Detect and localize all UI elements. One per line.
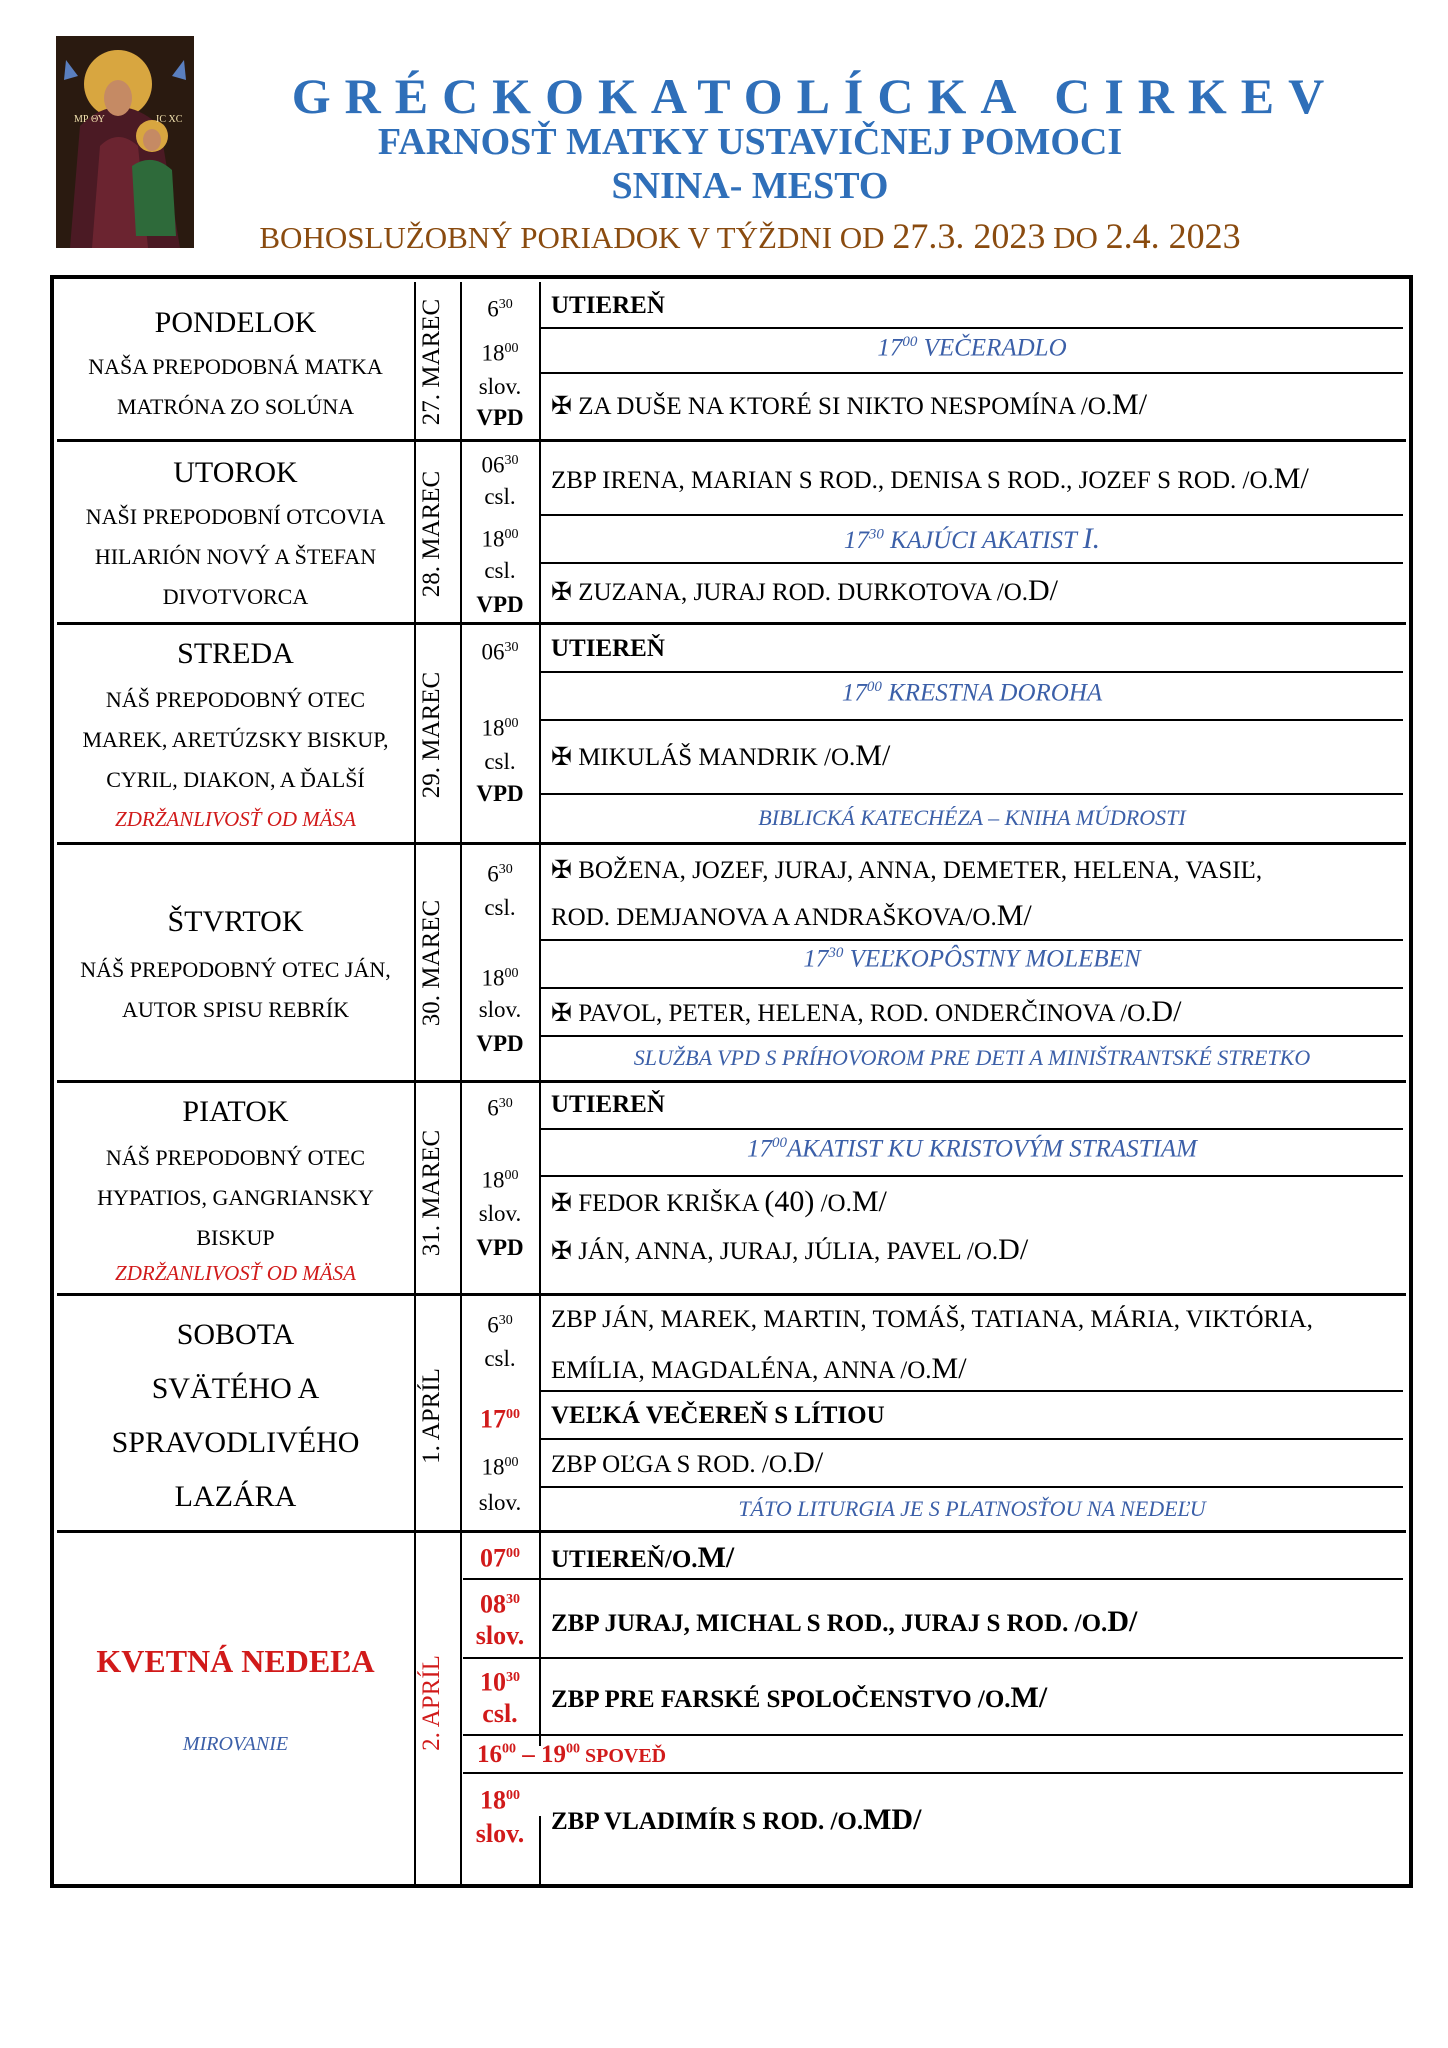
event: ZBP OĽGA S ROD. /O.D/ (551, 1446, 824, 1479)
event: ZBP JURAJ, MICHAL S ROD., JURAJ S ROD. /O.D/ (551, 1605, 1138, 1638)
date-label: 29. MAREC (418, 671, 445, 799)
vpd-label: VPD (476, 1235, 524, 1260)
time: $18^{00}$ (481, 1454, 519, 1480)
saint-line: NÁŠ PREPODOBNÝ OTEC (105, 687, 366, 712)
day-block-thursday (57, 842, 1406, 1083)
saint-line: NAŠA PREPODOBNÁ MATKA (88, 354, 383, 379)
parish-title: FARNOSŤ MATKY USTAVIČNEJ POMOCI (377, 121, 1123, 163)
event: ✠ MIKULÁŠ MANDRIK /O.M/ (551, 739, 891, 772)
language: slov. (475, 1621, 525, 1650)
time: $06^{30}$ (481, 639, 519, 665)
saint-line: BISKUP (196, 1225, 275, 1250)
language: csl. (484, 749, 516, 774)
day-name: KVETNÁ NEDEĽA (96, 1643, 375, 1679)
time: $08^{30}$ (480, 1589, 520, 1619)
event: UTIEREŇ (551, 292, 665, 319)
svg-text:ΜΡ ΘΥ: ΜΡ ΘΥ (74, 114, 105, 125)
cross-icon: ✠ (551, 1238, 572, 1265)
time: $18^{00}$ (481, 965, 519, 991)
event: ZBP JÁN, MAREK, MARTIN, TOMÁŠ, TATIANA, MÁRIA, VIKTÓRIA, (551, 1306, 1313, 1333)
day-name: SVÄTÉHO A (151, 1372, 320, 1405)
event-blue: TÁTO LITURGIA JE S PLATNOSŤOU NA NEDEĽU (738, 1496, 1206, 1521)
time: $06^{30}$ (481, 452, 519, 478)
day-block-wednesday (57, 622, 1406, 845)
event: ✠ BOŽENA, JOZEF, JURAJ, ANNA, DEMETER, HELENA, VASIĽ, (551, 857, 1263, 884)
language: csl. (484, 895, 516, 920)
saint-line: NÁŠ PREPODOBNÝ OTEC JÁN, (80, 957, 391, 982)
date-label: 30. MAREC (418, 899, 445, 1027)
event: ZBP VLADIMÍR S ROD. /O.MD/ (551, 1803, 922, 1836)
language: slov. (478, 1490, 522, 1515)
day-name: LAZÁRA (174, 1480, 297, 1513)
language: csl. (484, 484, 516, 509)
time: $18^{00}$ (480, 1785, 520, 1815)
mother-of-god-icon (56, 36, 194, 248)
event-blue: $17^{00}$ VEČERADLO (877, 334, 1067, 362)
cross-icon: ✠ (551, 857, 572, 884)
date-label: 2. APRÍL (418, 1655, 445, 1751)
saint-line: HYPATIOS, GANGRIANSKY (97, 1185, 374, 1210)
event-blue: $17^{30}$ KAJÚCI AKATIST I. (843, 522, 1101, 555)
event: ROD. DEMJANOVA A ANDRAŠKOVA/O.M/ (551, 899, 1032, 932)
event: ZBP IRENA, MARIAN S ROD., DENISA S ROD., JOZEF S ROD. /O.M/ (551, 462, 1309, 495)
language: slov. (478, 997, 522, 1022)
event: ✠ FEDOR KRIŠKA (40) /O.M/ (551, 1185, 887, 1218)
cross-icon: ✠ (551, 393, 572, 420)
event-blue: $17^{00}$ KRESTNA DOROHA (841, 679, 1103, 707)
saint-line: DIVOTVORCA (162, 584, 309, 609)
saint-line: AUTOR SPISU REBRÍK (122, 997, 349, 1022)
event: UTIEREŇ/O.M/ (551, 1541, 735, 1574)
event: VEĽKÁ VEČEREŇ S LÍTIOU (551, 1402, 885, 1429)
saint-line: MAREK, ARETÚZSKY BISKUP, (82, 727, 389, 752)
saint-line: NAŠI PREPODOBNÍ OTCOVIA (85, 504, 386, 529)
town-title: SNINA- MESTO (611, 165, 889, 207)
fasting-note: ZDRŽANLIVOSŤ OD MÄSA (115, 807, 356, 831)
day-name: UTOROK (173, 456, 298, 489)
time: $6^{30}$ (487, 1095, 513, 1121)
language: slov. (478, 1201, 522, 1226)
cross-icon: ✠ (551, 1000, 572, 1027)
day-block-friday (57, 1080, 1406, 1296)
time: $6^{30}$ (487, 1312, 513, 1338)
day-name: STREDA (177, 637, 294, 670)
event: ZBP PRE FARSKÉ SPOLOČENSTVO /O.M/ (551, 1681, 1048, 1714)
language: csl. (482, 1699, 518, 1728)
saint-line: NÁŠ PREPODOBNÝ OTEC (105, 1145, 366, 1170)
church-title: GRÉCKOKATOLÍCKA CIRKEV (291, 68, 1339, 124)
event: ✠ PAVOL, PETER, HELENA, ROD. ONDERČINOVA /O.D/ (551, 995, 1182, 1028)
day-name: SOBOTA (176, 1318, 295, 1351)
time: $17^{00}$ (480, 1404, 520, 1434)
saint-line: CYRIL, DIAKON, A ĎALŠÍ (106, 767, 365, 792)
language: csl. (484, 1346, 516, 1371)
cross-icon: ✠ (551, 744, 572, 771)
time: $07^{00}$ (480, 1543, 520, 1573)
day-block-sunday (57, 1530, 1406, 1885)
schedule-table (50, 275, 1413, 1888)
day-block-monday (57, 282, 1406, 439)
saint-line: HILARIÓN NOVÝ A ŠTEFAN (94, 544, 377, 569)
schedule-period: BOHOSLUŽOBNÝ PORIADOK V TÝŽDNI OD 27.3. 2023 DO 2.4. 2023 (259, 216, 1241, 256)
day-name: PIATOK (182, 1095, 289, 1128)
event-blue: $17^{00}AKATIST$ KU KRISTOVÝM STRASTIAM (747, 1135, 1197, 1163)
day-block-saturday (57, 1293, 1406, 1533)
vpd-label: VPD (476, 1031, 524, 1056)
time: $18^{00}$ (481, 526, 519, 552)
language: slov. (475, 1819, 525, 1848)
time: $18^{00}$ (481, 715, 519, 741)
day-block-tuesday (57, 439, 1406, 625)
day-name: SPRAVODLIVÉHO (111, 1426, 360, 1459)
event: UTIEREŇ (551, 635, 665, 662)
time: $10^{30}$ (480, 1667, 520, 1697)
day-subtitle: MIROVANIE (182, 1733, 289, 1755)
vpd-label: VPD (476, 592, 524, 617)
vpd-label: VPD (476, 781, 524, 806)
date-label: 28. MAREC (418, 470, 445, 598)
language: slov. (478, 374, 522, 399)
date-label: 1. APRÍL (418, 1368, 445, 1464)
date-label: 27. MAREC (418, 298, 445, 426)
cross-icon: ✠ (551, 579, 572, 606)
day-name: PONDELOK (154, 306, 317, 339)
day-name: ŠTVRTOK (167, 905, 304, 938)
event-blue: $17^{30}$ VEĽKOPÔSTNY MOLEBEN (803, 945, 1141, 973)
saint-line: MATRÓNA ZO SOLÚNA (116, 394, 355, 419)
fasting-note: ZDRŽANLIVOSŤ OD MÄSA (115, 1261, 356, 1285)
language: csl. (484, 558, 516, 583)
event: EMÍLIA, MAGDALÉNA, ANNA /O.M/ (551, 1352, 967, 1385)
confession-time: $16^{00} - 19^{00}$ SPOVEĎ (477, 1741, 667, 1768)
cross-icon: ✠ (551, 1190, 572, 1217)
svg-text:ΙϹ ΧϹ: ΙϹ ΧϹ (156, 114, 183, 125)
event: ✠ JÁN, ANNA, JURAJ, JÚLIA, PAVEL /O.D/ (551, 1233, 1029, 1266)
event: UTIEREŇ (551, 1091, 665, 1118)
event: ✠ ZUZANA, JURAJ ROD. DURKOTOVA /O.D/ (551, 574, 1059, 607)
time: $6^{30}$ (487, 296, 513, 322)
event-blue: BIBLICKÁ KATECHÉZA – KNIHA MÚDROSTI (758, 805, 1186, 830)
time: $18^{00}$ (481, 1167, 519, 1193)
vpd-label: VPD (476, 405, 524, 430)
time: $6^{30}$ (487, 861, 513, 887)
time: $18^{00}$ (481, 340, 519, 366)
event: ✠ ZA DUŠE NA KTORÉ SI NIKTO NESPOMÍNA /O.M/ (551, 388, 1148, 421)
date-label: 31. MAREC (418, 1129, 445, 1257)
event-blue: SLUŽBA VPD S PRÍHOVOROM PRE DETI A MINIŠTRANTSKÉ STRETKO (633, 1045, 1311, 1070)
